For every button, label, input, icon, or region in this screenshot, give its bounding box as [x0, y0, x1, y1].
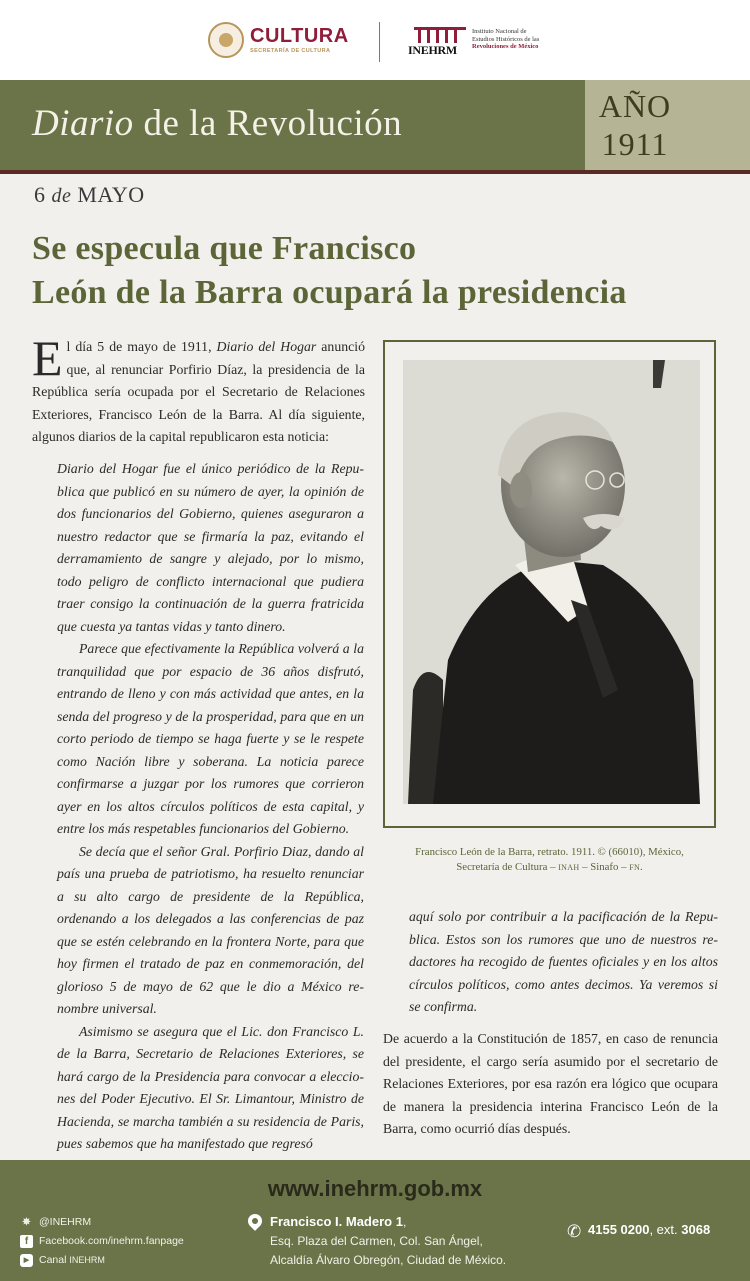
phone-number[interactable]: 4155 0200, ext. 3068 — [588, 1222, 711, 1237]
twitter-icon: ✵ — [22, 1217, 31, 1228]
photo-caption: Francisco León de la Barra, retrato. 1911. © (66010), México, Secretaría de Cultura – INAH – Sinafo – FN. — [415, 846, 684, 873]
website-link[interactable]: www.inehrm.gob.mx — [267, 1176, 483, 1201]
address: Francisco I. Madero 1, Esq. Plaza del Carmen, Col. San Ángel, Alcaldía Álvaro Obregón, Ciudad de México. — [270, 1214, 507, 1267]
youtube-icon: ▶ — [20, 1254, 33, 1267]
top-logo-bar — [0, 0, 750, 80]
cultura-logo[interactable] — [208, 22, 349, 58]
quote-paragraph: Parece que efectivamente la República volverá a la tranquilidad que por espacio de 36 años disfrutó, entrando de lleno y con más actividad que antes, en la senda del progreso y de la prosperidad, para que en un corto periodo de tiempo se haga fuerte y se le respete como Nación libre y soberana. La noticia parece confirmarse a juzgar por los rumores que corrieron ayer en los altos círculos políticos de esta capital, y entre los más respetables funcionarios del Gobierno. — [57, 641, 364, 836]
drop-cap: E — [32, 330, 63, 386]
year-label: AÑO — [598, 88, 672, 124]
quote-paragraph: Diario del Hogar fue el único periódico de la Republica que publicó en su número de ayer, la opinión de dos funcionarios del Gobierno, quienes aseguraron a nuestro redactor que se firmaría la paz, evitando el derramamiento de sangre y alejado, por lo mismo, todo peligro de conflicto internacional que pudiera traer consigo la continuación de la guerra fratricida que cuesta ya tantas vidas y tanto dinero. — [57, 461, 364, 634]
youtube-link[interactable]: ▶ Canal INEHRM — [20, 1251, 184, 1270]
quote-continuation: aquí solo por contribuir a la pacificación de la Republica. Estos son los rumores que uno de nuestros redactores ha recogido de fuentes oficiales y en los altos círculos políticos, como antes decimos. Ya veremos si se confirma. — [409, 909, 718, 1014]
inehrm-description: Instituto Nacional de Estudios Históricos de las Revoluciones de México — [472, 28, 540, 50]
headline: Se especula que Francisco León de la Barra ocupará la presidencia — [32, 230, 627, 311]
quote-paragraph: Se decía que el señor Gral. Porfirio Diaz, dando al país una prueba de patriotismo, ha resuelto renunciar a su alto cargo de presidente de la República, ordenando a los delegados a las conferencias de paz que se estén celebrando en la frontera Norte, para que hoy firmen el tratado de paz en conmemoración, del glorioso 5 de mayo de 62 que le dio a México renombre universal. — [57, 843, 364, 1016]
quoted-article — [57, 458, 364, 1156]
logo-divider — [379, 22, 380, 62]
year-value: 1911 — [601, 126, 669, 162]
quote-paragraph: Asimismo se asegura que el Lic. don Francisco L. de la Barra, Secretario de Relaciones Exteriores, se hará cargo de la Presidencia para convocar a elecciones del Poder Ejecutivo. El Sr. Limantour, Ministro de Hacienda, se marcha también a su residencia de Paris, pues sabemos que ha manifestado que regresó — [57, 1023, 364, 1151]
portrait-frame — [383, 340, 716, 828]
facebook-icon: f — [20, 1235, 33, 1248]
footer — [0, 1160, 750, 1281]
inehrm-wordmark: INEHRM — [408, 43, 457, 57]
phone-icon: ✆ — [567, 1222, 582, 1241]
band-rule — [0, 170, 750, 174]
twitter-link[interactable]: ✵ @INEHRM — [20, 1213, 184, 1232]
building-icon — [414, 27, 466, 43]
facebook-link[interactable]: f Facebook.com/inehrm.fanpage — [20, 1232, 184, 1251]
cultura-subtitle: SECRETARÍA DE CULTURA — [250, 48, 331, 54]
inehrm-logo[interactable] — [406, 25, 556, 61]
location-pin-icon — [245, 1211, 265, 1231]
entry-date: 6 de MAYO — [34, 182, 145, 207]
cultura-wordmark: CULTURA — [250, 25, 349, 47]
social-links — [20, 1213, 184, 1270]
year-box — [585, 80, 750, 170]
intro-paragraph: El día 5 de mayo de 1911, Diario del Hogar anunció que, al renunciar Porfirio Díaz, la presidencia de la República sería ocupada por el Secretario de Relaciones Exteriores, Francisco León de la Barra. Al día siguiente, algunos diarios de la capital republicaron esta noticia: — [32, 330, 365, 444]
portrait-photo — [403, 360, 700, 804]
closing-paragraph: De acuerdo a la Constitución de 1857, en caso de renuncia del presidente, el cargo sería asumido por el secretario de Relaciones Exteriores, por esa razón era lógico que ocupara de manera la presidencia interina Francisco León de la Barra, como ocurrió días después. — [383, 1031, 718, 1136]
seal-icon — [208, 22, 244, 58]
publication-title: Diario de la Revolución — [32, 103, 403, 144]
